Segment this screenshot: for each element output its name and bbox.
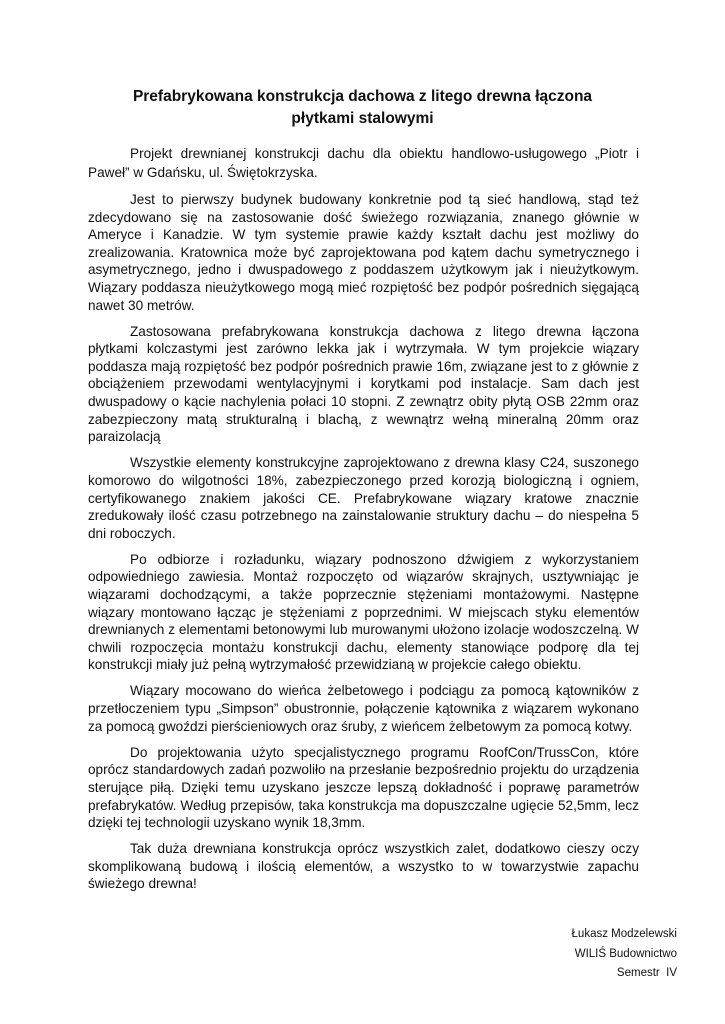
author-name: Łukasz Modzelewski bbox=[571, 928, 677, 940]
paragraph-6: Wiązary mocowano do wieńca żelbetowego i podciągu za pomocą kątowników z przetłoczeniem typu „Simpson” obustronnie, połączenie kątownika z wiązarem wykonano za pomocą gwoździ pierścieniowych oraz śruby, z wieńcem żelbetowym za pomocą kotwy. bbox=[88, 683, 639, 734]
paragraph-intro: Projekt drewnianej konstrukcji dachu dla obiektu handlowo-usługowego „Piotr i Paweł” w Gdańsku, ul. Świętokrzyska. bbox=[88, 146, 639, 180]
paragraph-4: Wszystkie elementy konstrukcyjne zaprojektowano z drewna klasy C24, suszonego komorowo do wilgotności 18%, zabezpieczonego przed korozją biologiczną i ogniem, certyfikowanego znakiem jakości CE. Prefabrykowane wiązary kratowe znacznie zredukowały ilość czasu potrzebnego na zainstalowanie struktury dachu – do niespełna 5 dni roboczych. bbox=[88, 455, 639, 541]
paragraph-3: Zastosowana prefabrykowana konstrukcja dachowa z litego drewna łączona płytkami kolczastymi jest zarówno lekka jak i wytrzymała. W tym projekcie wiązary poddasza mają rozpiętość bez podpór pośrednich prawie 16m, związane jest to z głównie z obciążeniem przewodami wentylacyjnymi i korytkami pod instalacje. Sam dach jest dwuspadowy o kącie nachylenia połaci 10 stopni. Z zewnątrz obity płytą OSB 22mm oraz zabezpieczony matą strukturalną i blachą, z wewnątrz wełną mineralną 20mm oraz paraizolacją bbox=[88, 323, 639, 445]
signature-block bbox=[572, 925, 677, 984]
document-body bbox=[88, 144, 639, 901]
author-faculty: WILIŚ Budownictwo bbox=[574, 947, 677, 960]
title-line-1: Prefabrykowana konstrukcja dachowa z litego drewna łączona bbox=[132, 88, 593, 105]
paragraph-2: Jest to pierwszy budynek budowany konkretnie pod tą sieć handlową, stąd też zdecydowano się na zastosowanie dość świeżego rozwiązania, znanego głównie w Ameryce i Kanadzie. W tym systemie prawie każdy kształt dachu jest możliwy do zrealizowania. Kratownica może być zaprojektowana pod kątem dachu symetrycznego i asymetrycznego, jedno i dwuspadowego z poddaszem użytkowym jak i nieużytkowym. Wiązary poddasza nieużytkowego mogą mieć rozpiętość bez podpór pośrednich sięgającą nawet 30 metrów. bbox=[88, 192, 639, 313]
author-semester: Semestr IV bbox=[616, 967, 677, 979]
title-line-2: płytkami stalowymi bbox=[291, 110, 434, 127]
paragraph-8: Tak duża drewniana konstrukcja oprócz wszystkich zalet, dodatkowo cieszy oczy skomplikowaną budową i ilością elementów, a wszystko to w towarzystwie zapachu świeżego drewna! bbox=[88, 841, 639, 892]
document-title bbox=[90, 86, 635, 130]
paragraph-5: Po odbiorze i rozładunku, wiązary podnoszono dźwigiem z wykorzystaniem odpowiedniego zawiesia. Montaż rozpoczęto od wiązarów skrajnych, usztywniając je wiązarami dochodzącymi, a także poprzecznie stężeniami montażowymi. Następne wiązary montowano łącząc je stężeniami z poprzednimi. W miejscach styku elementów drewnianych z elementami betonowymi lub murowanymi ułożono izolacje wodoszczelną. W chwili rozpoczęcia montażu konstrukcji dachu, elementy stanowiące podporę dla tej konstrukcji miały już pełną wytrzymałość przewidzianą w projekcie całego obiektu. bbox=[88, 551, 639, 673]
paragraph-7: Do projektowania użyto specjalistycznego programu RoofCon/TrussCon, które oprócz standardowych zadań pozwoliło na przesłanie bezpośrednio projektu do urządzenia sterujące piłą. Dzięki temu uzyskano jeszcze lepszą dokładność i poprawę parametrów prefabrykatów. Według przepisów, taka konstrukcja ma dopuszczalne ugięcie 52,5mm, lecz dzięki tej technologii uzyskano wynik 18,3mm. bbox=[88, 744, 639, 831]
